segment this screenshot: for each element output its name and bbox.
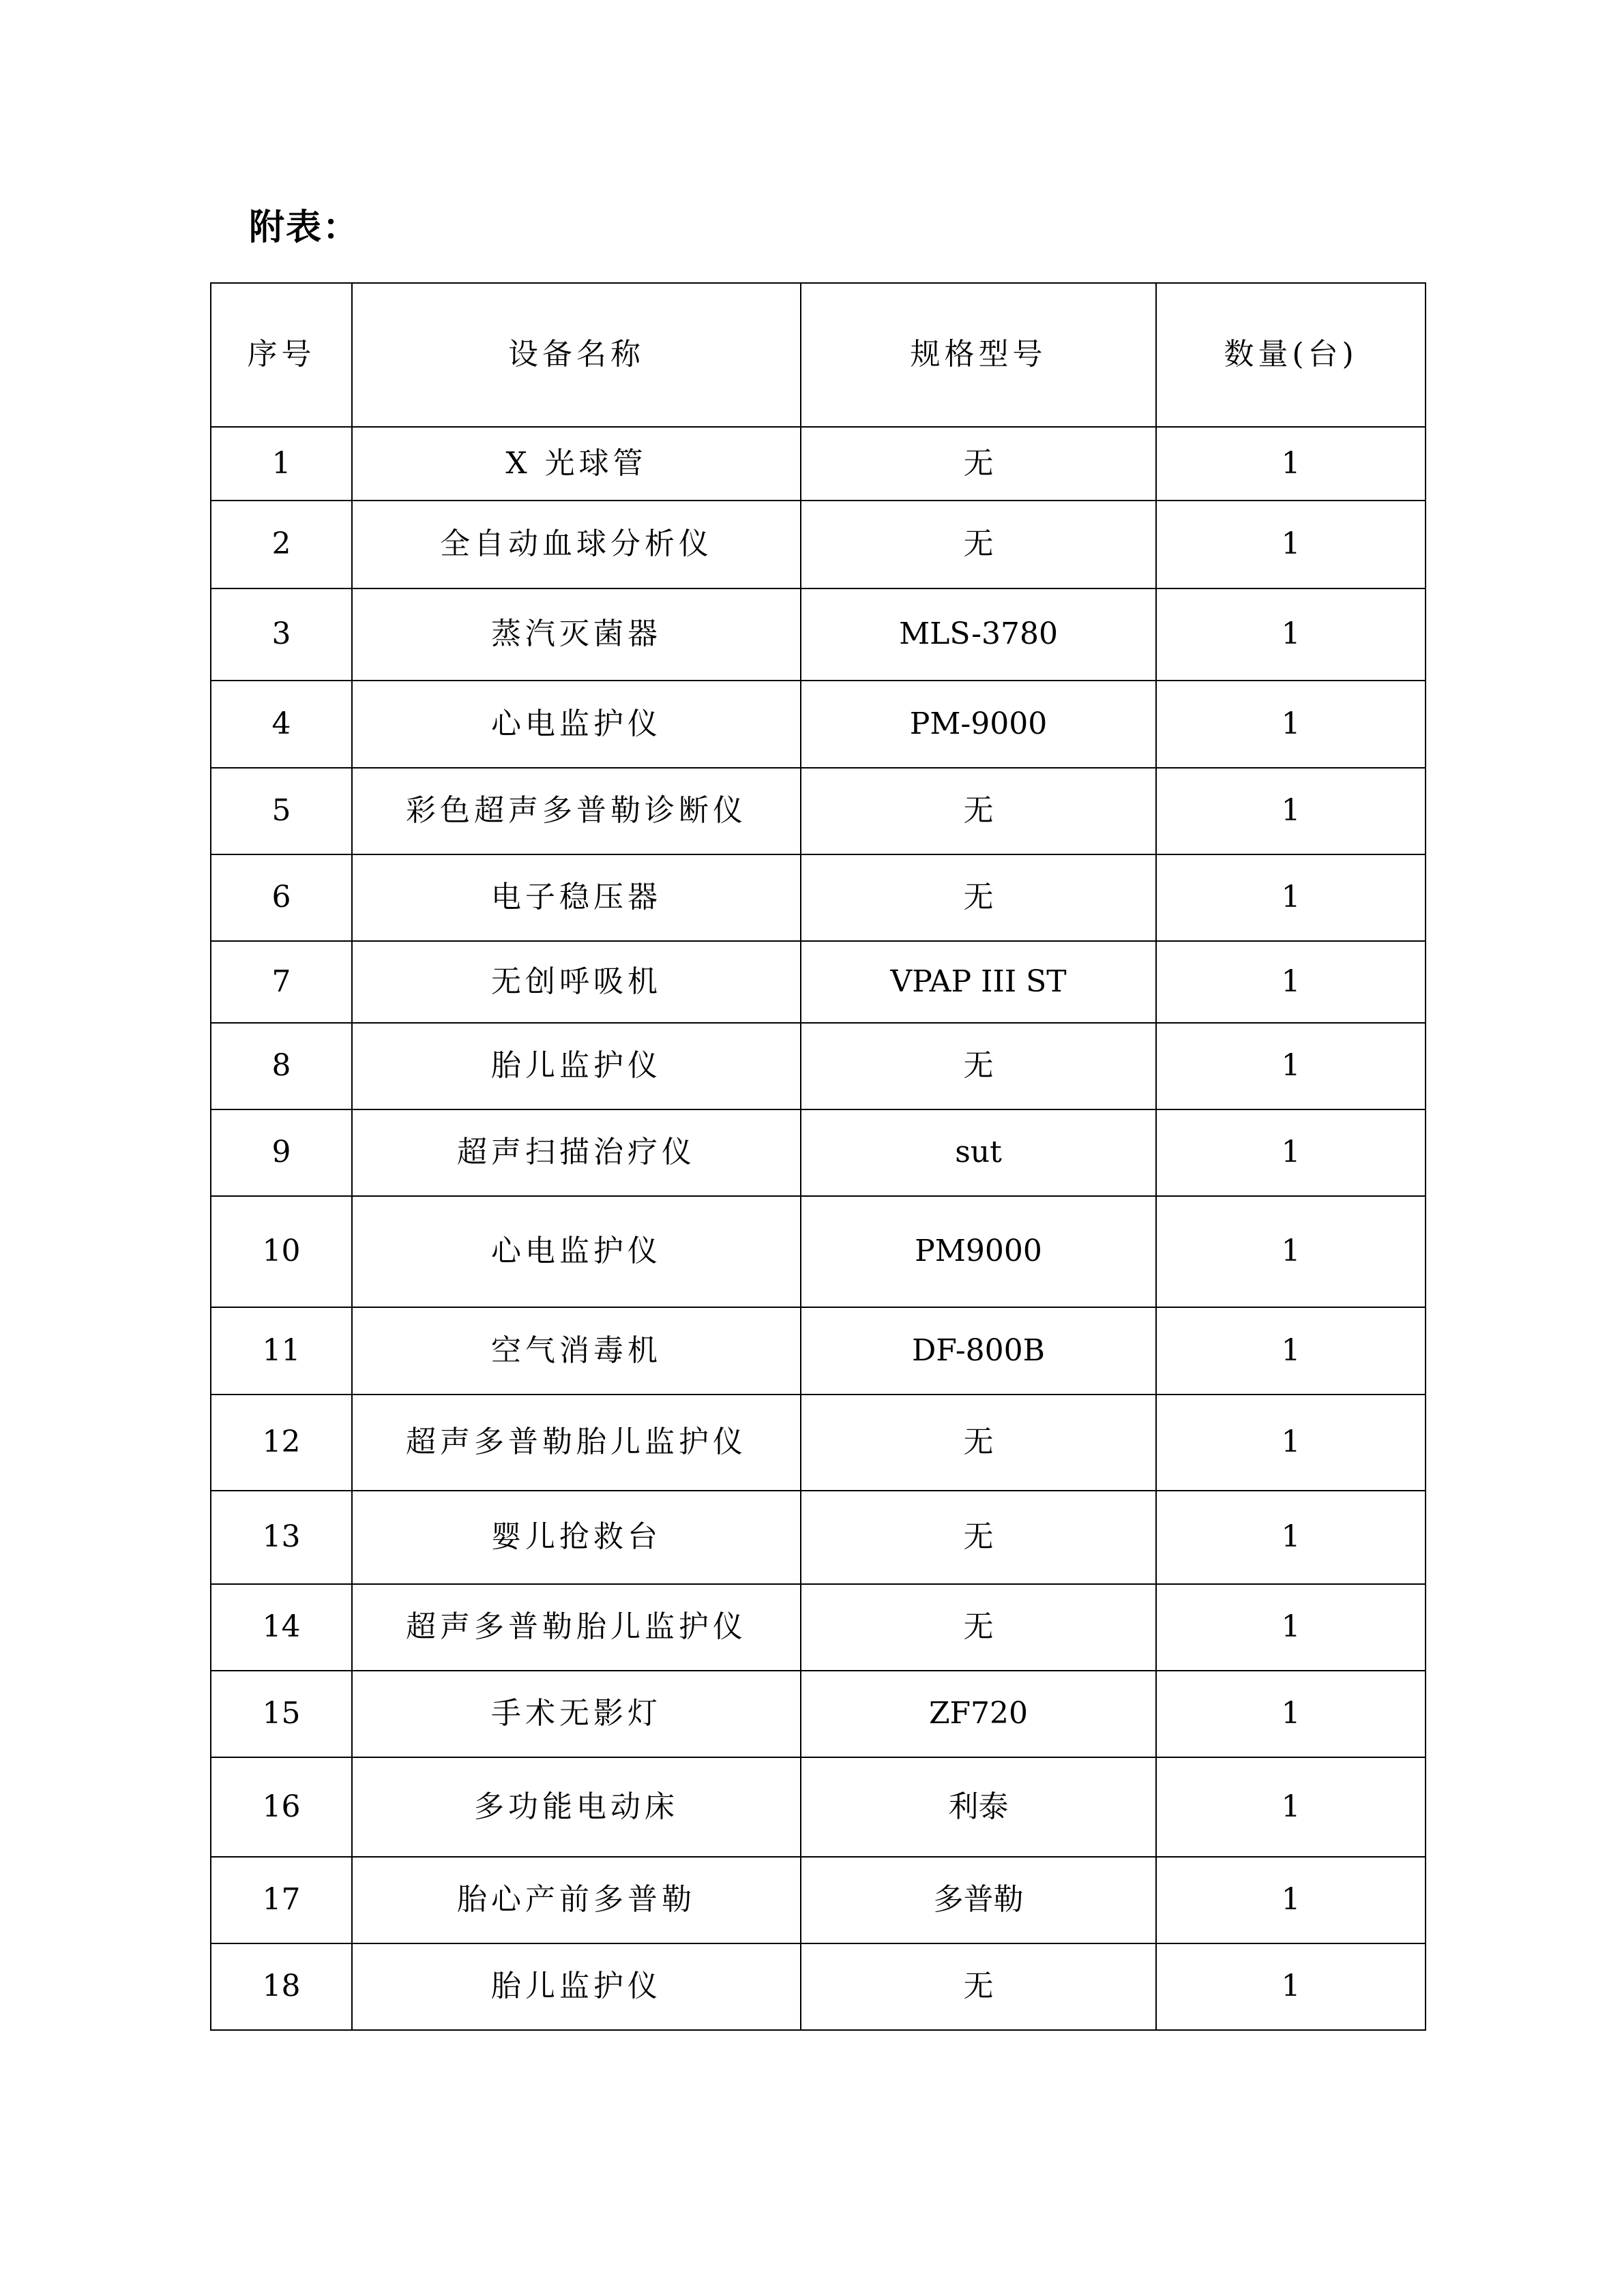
quantity-cell: 1 <box>1156 1109 1426 1196</box>
serial-cell: 18 <box>211 1943 352 2030</box>
quantity-cell: 1 <box>1156 1943 1426 2030</box>
quantity-cell: 1 <box>1156 501 1426 588</box>
device-name-cell: 胎心产前多普勒 <box>352 1857 801 1943</box>
quantity-cell: 1 <box>1156 1023 1426 1109</box>
serial-cell: 6 <box>211 854 352 941</box>
table-row <box>211 1943 1426 2030</box>
quantity-cell: 1 <box>1156 1671 1426 1757</box>
model-cell: 多普勒 <box>801 1857 1156 1943</box>
model-cell: 利泰 <box>801 1757 1156 1857</box>
table-row <box>211 1857 1426 1943</box>
model-cell: 无 <box>801 1943 1156 2030</box>
col-header-model: 规格型号 <box>801 283 1156 427</box>
device-name-cell: 心电监护仪 <box>352 681 801 768</box>
model-cell: PM9000 <box>801 1196 1156 1307</box>
quantity-cell: 1 <box>1156 1491 1426 1584</box>
serial-cell: 1 <box>211 427 352 501</box>
quantity-cell: 1 <box>1156 427 1426 501</box>
model-cell: ZF720 <box>801 1671 1156 1757</box>
quantity-cell: 1 <box>1156 941 1426 1023</box>
device-name-cell: 电子稳压器 <box>352 854 801 941</box>
serial-cell: 12 <box>211 1395 352 1491</box>
device-name-cell: 多功能电动床 <box>352 1757 801 1857</box>
device-name-cell: 婴儿抢救台 <box>352 1491 801 1584</box>
device-name-cell: 手术无影灯 <box>352 1671 801 1757</box>
device-name-cell: 全自动血球分析仪 <box>352 501 801 588</box>
serial-cell: 7 <box>211 941 352 1023</box>
model-cell: MLS-3780 <box>801 588 1156 681</box>
model-cell: 无 <box>801 1395 1156 1491</box>
serial-cell: 2 <box>211 501 352 588</box>
device-name-cell: 超声多普勒胎儿监护仪 <box>352 1584 801 1671</box>
table-row <box>211 1491 1426 1584</box>
table-row <box>211 1307 1426 1395</box>
page-heading: 附表： <box>249 207 360 248</box>
serial-cell: 15 <box>211 1671 352 1757</box>
model-cell: VPAP III ST <box>801 941 1156 1023</box>
quantity-cell: 1 <box>1156 1857 1426 1943</box>
model-cell: 无 <box>801 1023 1156 1109</box>
serial-cell: 8 <box>211 1023 352 1109</box>
quantity-cell: 1 <box>1156 854 1426 941</box>
table-row <box>211 768 1426 854</box>
model-cell: 无 <box>801 501 1156 588</box>
table-row <box>211 854 1426 941</box>
col-header-serial: 序号 <box>211 283 352 427</box>
table-row <box>211 1023 1426 1109</box>
model-cell: 无 <box>801 1584 1156 1671</box>
table-row <box>211 501 1426 588</box>
serial-cell: 11 <box>211 1307 352 1395</box>
serial-cell: 10 <box>211 1196 352 1307</box>
serial-cell: 17 <box>211 1857 352 1943</box>
model-cell: 无 <box>801 854 1156 941</box>
device-name-cell: 空气消毒机 <box>352 1307 801 1395</box>
model-cell: 无 <box>801 768 1156 854</box>
table-row <box>211 1109 1426 1196</box>
table-row <box>211 588 1426 681</box>
device-name-cell: 超声多普勒胎儿监护仪 <box>352 1395 801 1491</box>
serial-cell: 13 <box>211 1491 352 1584</box>
quantity-cell: 1 <box>1156 1196 1426 1307</box>
device-name-cell: 彩色超声多普勒诊断仪 <box>352 768 801 854</box>
model-cell: DF-800B <box>801 1307 1156 1395</box>
table-row <box>211 1757 1426 1857</box>
device-name-cell: 胎儿监护仪 <box>352 1023 801 1109</box>
serial-cell: 14 <box>211 1584 352 1671</box>
device-name-cell: 无创呼吸机 <box>352 941 801 1023</box>
table-row <box>211 1196 1426 1307</box>
serial-cell: 16 <box>211 1757 352 1857</box>
quantity-cell: 1 <box>1156 1584 1426 1671</box>
table-row <box>211 1584 1426 1671</box>
serial-cell: 5 <box>211 768 352 854</box>
table-row <box>211 1671 1426 1757</box>
table-row <box>211 427 1426 501</box>
device-name-cell: 超声扫描治疗仪 <box>352 1109 801 1196</box>
model-cell: 无 <box>801 427 1156 501</box>
serial-cell: 3 <box>211 588 352 681</box>
device-name-cell: 胎儿监护仪 <box>352 1943 801 2030</box>
quantity-cell: 1 <box>1156 768 1426 854</box>
model-cell: sut <box>801 1109 1156 1196</box>
quantity-cell: 1 <box>1156 1757 1426 1857</box>
device-name-cell: 蒸汽灭菌器 <box>352 588 801 681</box>
header-row <box>211 283 1426 427</box>
table-header <box>211 283 1426 427</box>
model-cell: 无 <box>801 1491 1156 1584</box>
quantity-cell: 1 <box>1156 1395 1426 1491</box>
quantity-cell: 1 <box>1156 681 1426 768</box>
col-header-quantity: 数量(台) <box>1156 283 1426 427</box>
equipment-table <box>210 282 1426 2031</box>
device-name-cell: X 光球管 <box>352 427 801 501</box>
col-header-device-name: 设备名称 <box>352 283 801 427</box>
serial-cell: 4 <box>211 681 352 768</box>
table-body <box>211 427 1426 2030</box>
table-row <box>211 681 1426 768</box>
model-cell: PM-9000 <box>801 681 1156 768</box>
device-name-cell: 心电监护仪 <box>352 1196 801 1307</box>
table-row <box>211 941 1426 1023</box>
quantity-cell: 1 <box>1156 588 1426 681</box>
serial-cell: 9 <box>211 1109 352 1196</box>
quantity-cell: 1 <box>1156 1307 1426 1395</box>
table-row <box>211 1395 1426 1491</box>
